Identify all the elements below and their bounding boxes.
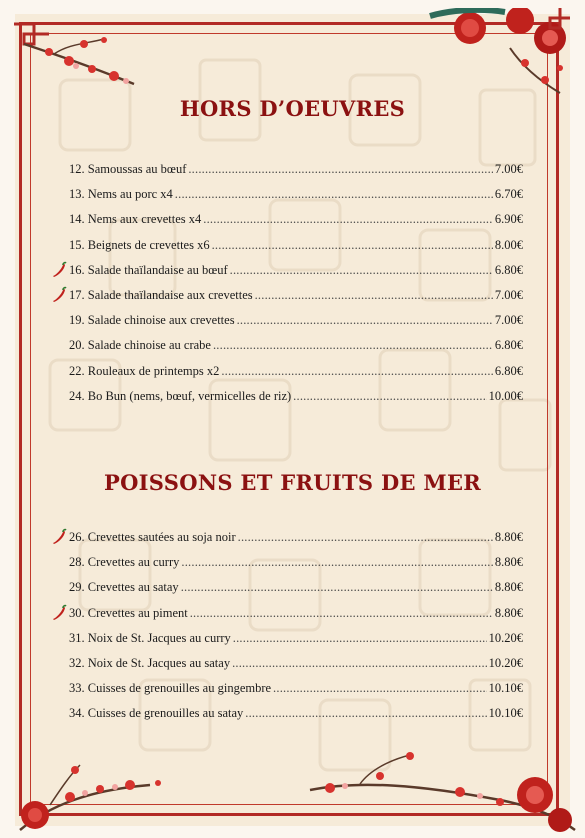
menu-item-price: 8.00€ bbox=[494, 237, 523, 252]
dot-leader bbox=[232, 656, 487, 671]
dot-leader bbox=[293, 389, 486, 404]
dot-leader bbox=[245, 706, 486, 721]
menu-item-name: 30. Crevettes au piment bbox=[69, 605, 188, 620]
menu-item-name: 12. Samoussas au bœuf bbox=[69, 162, 187, 176]
dot-leader bbox=[237, 313, 493, 328]
menu-item-price: 6.90€ bbox=[494, 212, 523, 227]
dot-leader bbox=[233, 631, 487, 646]
menu-item bbox=[69, 530, 523, 548]
blossom-ornament-top-left bbox=[14, 14, 144, 94]
menu-item bbox=[69, 580, 523, 598]
menu-item-name: 15. Beignets de crevettes x6 bbox=[69, 237, 210, 252]
menu-item-name: 33. Cuisses de grenouilles au gingembre bbox=[69, 681, 272, 696]
menu-item bbox=[69, 681, 523, 699]
menu-item bbox=[69, 389, 523, 407]
menu-item-price: 7.00€ bbox=[494, 288, 523, 302]
menu-item bbox=[69, 706, 523, 724]
dot-leader bbox=[181, 580, 493, 595]
menu-item-price: 6.80€ bbox=[494, 262, 523, 277]
chili-pepper-icon bbox=[50, 286, 68, 304]
menu-item-name: 26. Crevettes sautées au soja noir bbox=[69, 530, 236, 544]
blossom-ornament-top-right bbox=[410, 8, 575, 103]
blossom-ornament-bottom-right bbox=[300, 740, 580, 835]
dot-leader bbox=[212, 238, 493, 253]
menu-item bbox=[69, 238, 523, 256]
menu-item-name: 14. Nems aux crevettes x4 bbox=[69, 212, 202, 227]
menu-item bbox=[69, 656, 523, 674]
menu-item-name: 32. Noix de St. Jacques au satay bbox=[69, 656, 231, 670]
menu-item bbox=[69, 631, 523, 649]
dot-leader bbox=[188, 162, 493, 177]
dot-leader bbox=[255, 288, 493, 303]
menu-item bbox=[69, 288, 523, 306]
menu-item-price: 7.00€ bbox=[494, 162, 523, 176]
section-title-hors-doeuvres: HORS D’OEUVRES bbox=[179, 96, 406, 121]
blossom-ornament-bottom-left bbox=[10, 745, 180, 835]
chili-pepper-icon bbox=[50, 528, 68, 546]
chili-pepper-icon bbox=[50, 604, 68, 622]
dot-leader bbox=[175, 187, 493, 202]
menu-item bbox=[69, 606, 523, 624]
dot-leader bbox=[213, 338, 493, 353]
menu-item-price: 6.80€ bbox=[494, 338, 523, 353]
menu-item-price: 10.10€ bbox=[488, 681, 523, 696]
menu-item-price: 10.00€ bbox=[488, 388, 523, 403]
menu-item-name: 28. Crevettes au curry bbox=[69, 555, 180, 570]
menu-item bbox=[69, 162, 523, 180]
menu-item bbox=[69, 555, 523, 573]
menu-item bbox=[69, 313, 523, 331]
menu-item-name: 31. Noix de St. Jacques au curry bbox=[69, 630, 231, 645]
menu-item-name: 20. Salade chinoise au crabe bbox=[69, 338, 211, 353]
menu-item-price: 6.70€ bbox=[494, 187, 523, 202]
dot-leader bbox=[190, 606, 493, 621]
menu-item-price: 10.10€ bbox=[488, 706, 523, 721]
menu-item bbox=[69, 364, 523, 382]
menu-item bbox=[69, 187, 523, 205]
menu-item-price: 8.80€ bbox=[494, 530, 523, 544]
menu-item-price: 10.20€ bbox=[488, 656, 523, 670]
menu-item-name: 16. Salade thaïlandaise au bœuf bbox=[69, 262, 228, 277]
menu-item-name: 24. Bo Bun (nems, bœuf, vermicelles de riz) bbox=[69, 388, 292, 403]
menu-item bbox=[69, 212, 523, 230]
dot-leader bbox=[230, 263, 493, 278]
menu-item-name: 34. Cuisses de grenouilles au satay bbox=[69, 706, 244, 721]
menu-item-price: 7.00€ bbox=[494, 313, 523, 328]
dot-leader bbox=[238, 530, 493, 545]
chili-pepper-icon bbox=[50, 261, 68, 279]
menu-item-price: 8.80€ bbox=[494, 605, 523, 620]
section-title-poissons: POISSONS ET FRUITS DE MER bbox=[103, 470, 482, 495]
dot-leader bbox=[273, 681, 487, 696]
menu-item-price: 10.20€ bbox=[488, 630, 523, 645]
dot-leader bbox=[181, 555, 492, 570]
menu-item-name: 29. Crevettes au satay bbox=[69, 580, 179, 595]
menu-item-name: 19. Salade chinoise aux crevettes bbox=[69, 313, 235, 328]
menu-item-name: 13. Nems au porc x4 bbox=[69, 187, 173, 202]
menu-item bbox=[69, 263, 523, 281]
menu-item-name: 22. Rouleaux de printemps x2 bbox=[69, 363, 220, 378]
dot-leader bbox=[221, 364, 493, 379]
menu-item-price: 8.80€ bbox=[494, 555, 523, 570]
menu-item-price: 8.80€ bbox=[494, 580, 523, 595]
menu-item bbox=[69, 338, 523, 356]
dot-leader bbox=[203, 212, 493, 227]
menu-item-price: 6.80€ bbox=[494, 363, 523, 378]
menu-item-name: 17. Salade thaïlandaise aux crevettes bbox=[69, 288, 253, 302]
